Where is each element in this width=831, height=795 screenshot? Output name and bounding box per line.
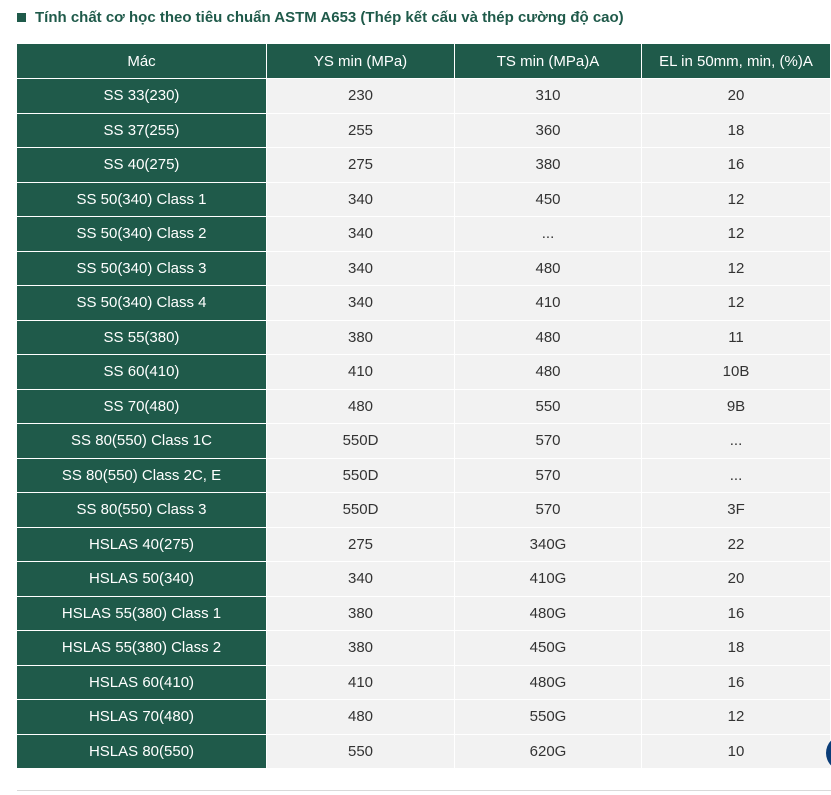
header-ys-min: YS min (MPa)	[267, 44, 455, 79]
table-row	[17, 217, 831, 252]
cell-ts-min: 480	[455, 321, 642, 356]
cell-elongation: 12	[642, 700, 831, 735]
header-grade: Mác	[17, 44, 267, 79]
cell-grade: HSLAS 50(340)	[17, 562, 267, 597]
cell-ys-min: 550D	[267, 424, 455, 459]
table-row	[17, 183, 831, 218]
cell-grade: HSLAS 55(380) Class 2	[17, 631, 267, 666]
cell-elongation: 22	[642, 528, 831, 563]
cell-ts-min: 410	[455, 286, 642, 321]
cell-ts-min: 480G	[455, 666, 642, 701]
cell-ys-min: 550D	[267, 493, 455, 528]
cell-grade: SS 50(340) Class 1	[17, 183, 267, 218]
cell-grade: HSLAS 60(410)	[17, 666, 267, 701]
table-body	[17, 79, 831, 769]
table-row	[17, 631, 831, 666]
table-row	[17, 390, 831, 425]
cell-elongation: 12	[642, 183, 831, 218]
cell-ys-min: 255	[267, 114, 455, 149]
cell-grade: SS 80(550) Class 3	[17, 493, 267, 528]
cell-grade: SS 80(550) Class 1C	[17, 424, 267, 459]
cell-ys-min: 480	[267, 700, 455, 735]
cell-ts-min: 620G	[455, 735, 642, 770]
divider	[17, 790, 831, 791]
cell-elongation: 16	[642, 597, 831, 632]
square-bullet-icon	[17, 13, 26, 22]
cell-grade: SS 50(340) Class 4	[17, 286, 267, 321]
cell-ys-min: 550	[267, 735, 455, 770]
cell-ys-min: 480	[267, 390, 455, 425]
cell-elongation: 18	[642, 114, 831, 149]
cell-ys-min: 340	[267, 217, 455, 252]
cell-elongation: 12	[642, 217, 831, 252]
cell-grade: SS 50(340) Class 3	[17, 252, 267, 287]
table-row	[17, 286, 831, 321]
cell-ys-min: 340	[267, 286, 455, 321]
cell-grade: HSLAS 55(380) Class 1	[17, 597, 267, 632]
table-row	[17, 528, 831, 563]
cell-ys-min: 230	[267, 79, 455, 114]
cell-ts-min: 480G	[455, 597, 642, 632]
cell-elongation: 16	[642, 666, 831, 701]
cell-ts-min: 480	[455, 355, 642, 390]
table-row	[17, 321, 831, 356]
cell-elongation: ...	[642, 459, 831, 494]
table-row	[17, 114, 831, 149]
cell-ts-min: 310	[455, 79, 642, 114]
cell-ts-min: 340G	[455, 528, 642, 563]
mechanical-properties-table-container	[17, 44, 831, 769]
cell-grade: SS 60(410)	[17, 355, 267, 390]
cell-elongation: 12	[642, 252, 831, 287]
cell-ys-min: 410	[267, 666, 455, 701]
cell-ts-min: 550	[455, 390, 642, 425]
table-row	[17, 666, 831, 701]
cell-ys-min: 380	[267, 597, 455, 632]
cell-ys-min: 340	[267, 252, 455, 287]
cell-ys-min: 380	[267, 631, 455, 666]
cell-ys-min: 380	[267, 321, 455, 356]
table-row	[17, 597, 831, 632]
cell-elongation: 18	[642, 631, 831, 666]
cell-ts-min: 570	[455, 424, 642, 459]
cell-elongation: ...	[642, 424, 831, 459]
table-row	[17, 700, 831, 735]
table-row	[17, 79, 831, 114]
header-ts-min: TS min (MPa)A	[455, 44, 642, 79]
cell-elongation: 3F	[642, 493, 831, 528]
cell-elongation: 20	[642, 562, 831, 597]
header-elongation: EL in 50mm, min, (%)A	[642, 44, 831, 79]
cell-grade: HSLAS 70(480)	[17, 700, 267, 735]
cell-ts-min: 450	[455, 183, 642, 218]
cell-elongation: 11	[642, 321, 831, 356]
cell-ts-min: 550G	[455, 700, 642, 735]
cell-ts-min: 480	[455, 252, 642, 287]
table-row	[17, 459, 831, 494]
cell-elongation: 10B	[642, 355, 831, 390]
cell-elongation: 20	[642, 79, 831, 114]
cell-grade: HSLAS 40(275)	[17, 528, 267, 563]
table-row	[17, 562, 831, 597]
cell-elongation: 16	[642, 148, 831, 183]
cell-ys-min: 340	[267, 183, 455, 218]
cell-grade: SS 37(255)	[17, 114, 267, 149]
cell-grade: HSLAS 80(550)	[17, 735, 267, 770]
cell-grade: SS 80(550) Class 2C, E	[17, 459, 267, 494]
cell-ts-min: 380	[455, 148, 642, 183]
cell-elongation: 12	[642, 286, 831, 321]
cell-elongation: 10	[642, 735, 831, 770]
table-header-row	[17, 44, 831, 79]
cell-ts-min: 450G	[455, 631, 642, 666]
table-row	[17, 148, 831, 183]
table-row	[17, 735, 831, 770]
cell-ys-min: 410	[267, 355, 455, 390]
cell-ts-min: ...	[455, 217, 642, 252]
cell-ts-min: 360	[455, 114, 642, 149]
cell-grade: SS 40(275)	[17, 148, 267, 183]
table-row	[17, 355, 831, 390]
cell-grade: SS 33(230)	[17, 79, 267, 114]
cell-ys-min: 275	[267, 148, 455, 183]
cell-ys-min: 550D	[267, 459, 455, 494]
cell-grade: SS 70(480)	[17, 390, 267, 425]
table-row	[17, 424, 831, 459]
table-row	[17, 252, 831, 287]
cell-elongation: 9B	[642, 390, 831, 425]
mechanical-properties-table	[17, 44, 831, 769]
cell-ts-min: 570	[455, 493, 642, 528]
cell-ts-min: 410G	[455, 562, 642, 597]
cell-grade: SS 55(380)	[17, 321, 267, 356]
cell-grade: SS 50(340) Class 2	[17, 217, 267, 252]
cell-ts-min: 570	[455, 459, 642, 494]
section-heading	[17, 6, 624, 28]
cell-ys-min: 340	[267, 562, 455, 597]
section-heading-text: Tính chất cơ học theo tiêu chuẩn ASTM A653 (Thép kết cấu và thép cường độ cao)	[35, 8, 624, 26]
cell-ys-min: 275	[267, 528, 455, 563]
table-row	[17, 493, 831, 528]
